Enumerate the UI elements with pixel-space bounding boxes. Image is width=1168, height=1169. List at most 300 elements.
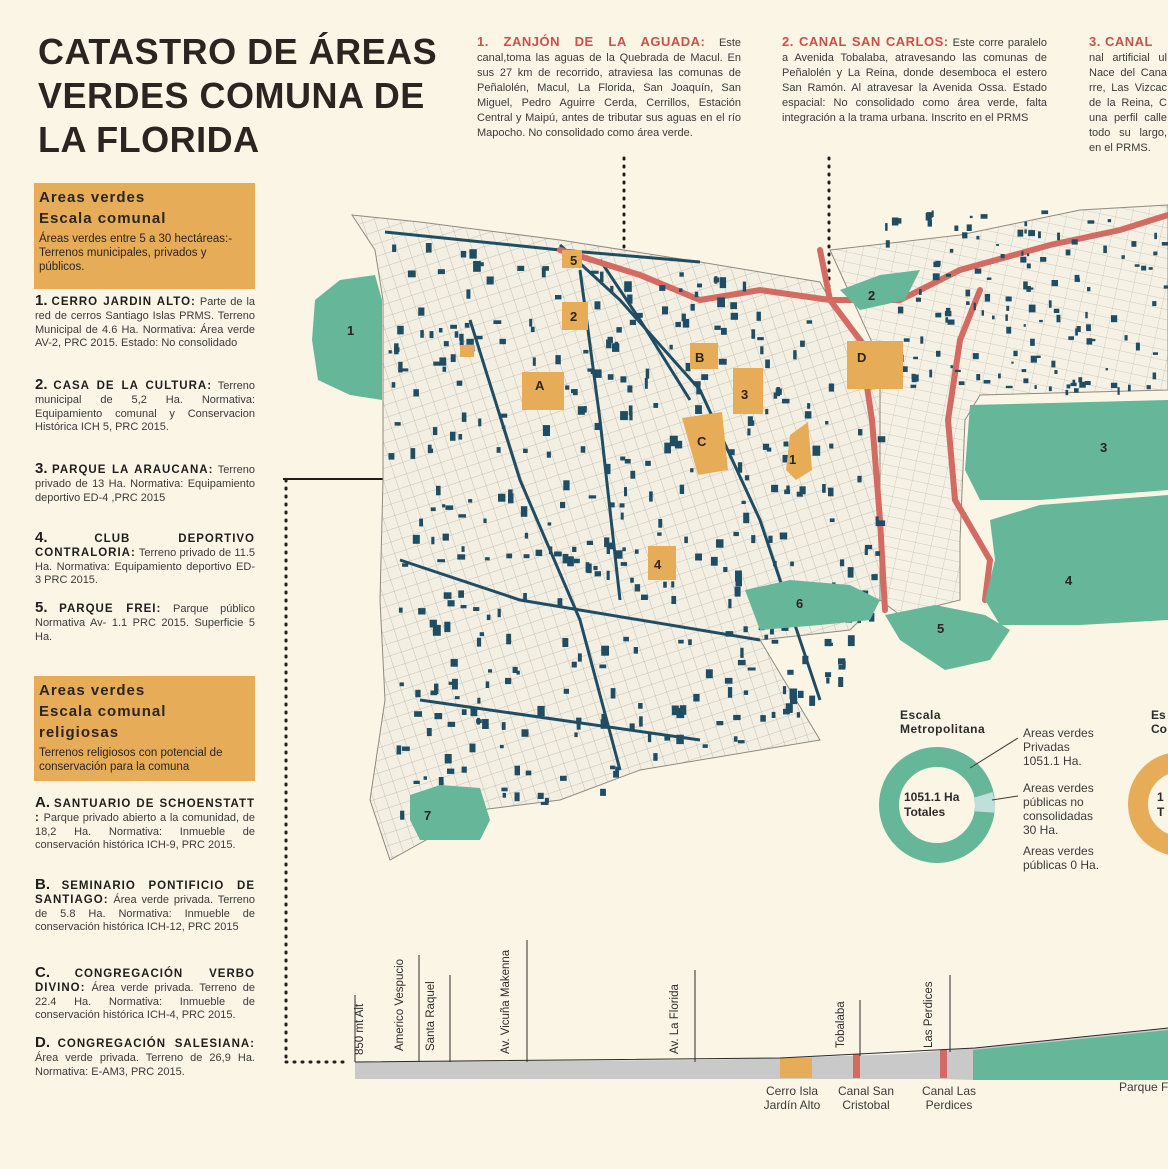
map-label-green-4: 4: [1065, 573, 1073, 588]
built-block: [500, 745, 504, 748]
built-block: [470, 744, 476, 753]
built-block: [783, 709, 790, 715]
built-block: [469, 249, 476, 258]
built-block: [1087, 338, 1093, 344]
built-block: [720, 277, 726, 288]
built-block: [976, 236, 979, 240]
built-block: [697, 284, 702, 288]
built-block: [624, 487, 627, 496]
built-block: [735, 571, 742, 582]
built-block: [401, 368, 409, 371]
built-block: [1087, 287, 1090, 291]
map-label-o1: 1: [789, 452, 797, 467]
built-block: [517, 266, 524, 271]
built-block: [928, 220, 932, 227]
built-block: [1038, 231, 1041, 238]
built-block: [1111, 315, 1117, 322]
built-block: [913, 357, 918, 360]
built-block: [935, 313, 941, 318]
built-block: [1149, 267, 1153, 270]
built-block: [1027, 253, 1029, 256]
built-block: [730, 302, 737, 309]
built-block: [558, 598, 563, 607]
built-block: [822, 484, 826, 493]
built-block: [476, 719, 482, 723]
built-block: [679, 288, 683, 292]
built-block: [485, 557, 490, 560]
built-block: [500, 414, 507, 418]
built-block: [648, 733, 651, 742]
built-block: [482, 719, 489, 729]
built-block: [420, 330, 424, 338]
built-block: [1111, 383, 1117, 388]
built-block: [1030, 339, 1035, 346]
metropolitana-heading: Escala Metropolitana: [900, 708, 986, 736]
built-block: [503, 793, 506, 798]
built-block: [389, 453, 395, 460]
built-block: [973, 353, 979, 359]
canal-body-3: nal artificial ul Nace del Cana rre, Las Vizcac de la Reina, C una perfil calle todo su largo, en el PRMS.: [1089, 52, 1167, 154]
built-block: [616, 327, 621, 333]
built-block: [1013, 351, 1017, 357]
built-block: [684, 537, 688, 544]
built-block: [1039, 320, 1043, 322]
built-block: [784, 490, 790, 495]
built-block: [1049, 300, 1052, 308]
orange-area-small: [460, 345, 474, 357]
built-block: [595, 571, 601, 576]
built-block: [435, 713, 443, 719]
built-block: [457, 554, 465, 559]
built-block: [645, 378, 648, 389]
built-block: [813, 446, 821, 456]
comunal-item-text: Terreno privado de 13 Ha. Normativa: Equipamiento deportivo ED-4 ,PRC 2015: [35, 464, 256, 504]
donut-total-value: 1051.1 Ha: [904, 790, 960, 804]
built-block: [802, 656, 808, 664]
green-area-7: [410, 785, 490, 840]
built-block: [488, 669, 492, 672]
built-block: [1006, 386, 1013, 388]
built-block: [682, 314, 686, 322]
built-block: [664, 443, 671, 454]
built-block: [418, 608, 425, 614]
profile-label: Las Perdices: [923, 981, 935, 1048]
built-block: [1136, 343, 1140, 351]
comunal-item-name: CERRO JARDIN ALTO:: [51, 296, 196, 308]
built-block: [461, 251, 466, 258]
built-block: [695, 292, 698, 297]
built-block: [772, 640, 779, 644]
built-block: [448, 722, 456, 727]
built-block: [1075, 328, 1078, 335]
built-block: [607, 571, 610, 580]
built-block: [721, 328, 727, 335]
built-block: [744, 690, 748, 695]
built-block: [1057, 315, 1061, 323]
built-block: [609, 543, 614, 550]
profile-bottom-cerro: Cerro Isla Jardín Alto: [763, 1084, 821, 1112]
built-block: [400, 811, 404, 820]
built-block: [763, 444, 769, 450]
built-block: [620, 503, 625, 507]
built-block: [461, 605, 467, 608]
built-block: [591, 271, 599, 274]
built-block: [414, 781, 420, 784]
built-block: [500, 339, 506, 344]
built-block: [984, 380, 991, 384]
built-block: [1023, 378, 1028, 383]
built-block: [686, 363, 691, 371]
built-block: [471, 708, 478, 717]
built-block: [526, 771, 532, 776]
built-block: [865, 549, 868, 555]
built-block: [439, 357, 446, 365]
built-block: [394, 347, 400, 352]
religiosa-item-text: Área verde privada. Terreno de 26,9 Ha. Normativa: E-AM3, PRC 2015.: [35, 1051, 255, 1078]
built-block: [885, 223, 888, 231]
built-block: [886, 240, 890, 247]
built-block: [826, 678, 829, 684]
built-block: [624, 281, 632, 292]
built-block: [620, 376, 626, 382]
built-block: [975, 269, 982, 274]
built-block: [714, 326, 720, 330]
built-block: [589, 495, 596, 498]
built-block: [790, 562, 794, 567]
built-block: [538, 793, 544, 799]
religiosa-heading-1: Areas verdes: [39, 682, 146, 699]
built-block: [483, 519, 486, 524]
built-block: [848, 635, 855, 646]
urban-area-main: [352, 215, 880, 860]
built-block: [694, 381, 701, 385]
built-block: [742, 501, 746, 504]
built-block: [574, 732, 577, 737]
built-block: [945, 317, 948, 323]
built-block: [543, 266, 550, 271]
built-block: [731, 313, 738, 320]
built-block: [455, 696, 460, 699]
built-block: [389, 350, 392, 353]
built-block: [765, 409, 768, 414]
built-block: [450, 432, 456, 441]
built-block: [738, 660, 746, 665]
built-block: [838, 677, 843, 687]
built-block: [606, 340, 611, 349]
built-block: [487, 615, 491, 621]
built-block: [634, 647, 638, 654]
built-block: [502, 426, 506, 430]
built-block: [771, 485, 778, 492]
built-block: [828, 488, 834, 497]
built-block: [641, 595, 648, 600]
built-block: [408, 271, 416, 278]
built-block: [706, 669, 713, 678]
built-block: [711, 557, 718, 566]
built-block: [622, 547, 625, 551]
built-block: [1031, 356, 1037, 363]
built-block: [448, 600, 455, 606]
built-block: [743, 282, 746, 292]
built-block: [438, 269, 445, 274]
built-block: [800, 341, 805, 347]
orange-area-D: [847, 341, 903, 389]
built-block: [760, 346, 763, 354]
built-block: [1162, 242, 1168, 246]
built-block: [809, 696, 815, 706]
built-block: [875, 551, 880, 556]
built-block: [508, 493, 514, 503]
built-block: [1128, 385, 1131, 392]
built-block: [671, 581, 674, 587]
built-block: [734, 736, 738, 741]
built-block: [443, 534, 449, 541]
built-block: [725, 678, 733, 684]
built-block: [601, 646, 609, 656]
built-block: [562, 638, 568, 647]
built-block: [703, 744, 708, 748]
built-block: [1051, 361, 1055, 368]
profile-label: Av. La Florida: [669, 984, 681, 1054]
built-block: [857, 476, 861, 483]
built-block: [600, 789, 606, 796]
built-block: [572, 547, 576, 552]
built-block: [630, 578, 634, 583]
built-block: [468, 499, 472, 503]
built-block: [531, 327, 535, 332]
built-block: [452, 679, 458, 690]
built-block: [929, 370, 932, 378]
built-block: [621, 513, 624, 520]
built-block: [638, 703, 643, 709]
built-block: [1106, 368, 1108, 370]
donut-center-text: [904, 790, 959, 820]
built-block: [679, 272, 683, 276]
built-block: [567, 556, 574, 566]
green-area-4: [985, 495, 1168, 625]
built-block: [414, 711, 422, 717]
built-block: [945, 311, 952, 316]
built-block: [621, 562, 627, 566]
built-block: [1026, 286, 1031, 292]
built-block: [1024, 324, 1026, 327]
built-block: [1122, 255, 1125, 259]
built-block: [515, 766, 520, 776]
built-block: [523, 593, 527, 602]
profile-label: Av. Vicuña Makenna: [500, 949, 512, 1054]
built-block: [1024, 229, 1026, 233]
built-block: [462, 767, 467, 773]
built-block: [576, 718, 581, 723]
built-block: [1103, 246, 1107, 254]
comunal-item-text: Parte de la red de cerros Santiago Islas PRMS. Terreno Municipal de 4.6 Ha. Normativa: Área verde AV-2, PRC 2015. Estado: No consolidado: [35, 296, 256, 350]
built-block: [443, 367, 447, 372]
built-block: [604, 537, 609, 547]
built-block: [967, 224, 972, 231]
built-block: [657, 532, 661, 535]
built-block: [783, 686, 786, 694]
built-block: [555, 355, 560, 364]
built-block: [738, 462, 742, 473]
built-block: [523, 449, 528, 453]
built-block: [627, 295, 632, 304]
built-block: [630, 320, 636, 325]
built-block: [572, 662, 577, 668]
built-block: [797, 712, 800, 717]
built-block: [477, 698, 480, 704]
built-block: [728, 599, 731, 608]
map-label-C: C: [697, 434, 707, 449]
built-block: [747, 428, 750, 435]
built-block: [554, 552, 562, 557]
built-block: [765, 360, 770, 369]
religiosa-item-number: C.: [35, 964, 50, 981]
built-block: [586, 562, 590, 572]
built-block: [670, 345, 673, 350]
built-block: [1006, 297, 1012, 302]
built-block: [916, 298, 921, 302]
built-block: [564, 689, 569, 694]
built-block: [611, 688, 616, 698]
religiosa-item-text: Parque privado abierto a la comunidad, de 18,2 Ha. Normativa: Inmueble de conservación histórica ICH-9, PRC 2015.: [35, 811, 255, 852]
built-block: [1024, 222, 1027, 227]
built-block: [748, 416, 753, 426]
comunal-chart-value: 1 T: [1157, 790, 1165, 819]
built-block: [688, 639, 692, 645]
built-block: [573, 389, 578, 395]
built-block: [1108, 219, 1111, 222]
profile-label: Tobalaba: [835, 1001, 847, 1048]
built-block: [525, 533, 528, 539]
comunal-item-text: Terreno privado de 11.5 Ha. Normativa: Equipamiento deportivo ED-3 PRC 2015.: [35, 546, 256, 587]
religiosa-item-name: CONGREGACIÓN VERBO DIVINO:: [35, 968, 255, 994]
canal-title-1: 1. ZANJÓN DE LA AGUADA:: [477, 34, 706, 49]
built-block: [583, 350, 588, 354]
built-block: [1153, 373, 1157, 380]
built-block: [966, 301, 970, 305]
built-block: [615, 550, 623, 558]
built-block: [431, 691, 438, 696]
built-block: [966, 290, 971, 297]
built-block: [1118, 387, 1120, 395]
built-block: [976, 374, 980, 380]
built-block: [877, 520, 885, 526]
built-block: [427, 728, 432, 736]
built-block: [825, 421, 828, 425]
built-block: [840, 559, 844, 566]
built-block: [954, 226, 958, 232]
map-label-B: B: [695, 350, 705, 365]
built-block: [1088, 220, 1095, 223]
built-block: [1066, 250, 1071, 256]
built-block: [744, 626, 748, 632]
legend-publicas: Areas verdes públicas 0 Ha.: [1023, 844, 1100, 872]
religiosa-item-number: D.: [35, 1034, 50, 1051]
built-block: [457, 381, 463, 386]
built-block: [743, 513, 749, 524]
profile-bottom-las-perdices: Canal Las Perdices: [921, 1084, 977, 1112]
built-block: [513, 667, 518, 673]
built-block: [413, 389, 419, 396]
built-block: [506, 554, 512, 559]
built-block: [625, 459, 631, 464]
comunal-chart-heading: Es Co: [1151, 708, 1167, 736]
canal-title-3: 3. CANAL: [1089, 34, 1153, 49]
built-block: [962, 232, 967, 238]
religiosa-heading-2: Escala comunal religiosas: [39, 703, 167, 741]
built-block: [1153, 252, 1157, 256]
built-block: [1072, 239, 1078, 244]
page-title: CATASTRO DE ÁREAS VERDES COMUNA DE LA FLORIDA: [38, 31, 438, 160]
built-block: [433, 362, 440, 366]
built-block: [959, 381, 965, 385]
built-block: [764, 635, 768, 640]
built-block: [663, 582, 667, 588]
built-block: [630, 471, 635, 479]
built-block: [639, 716, 643, 726]
built-block: [460, 341, 464, 346]
built-block: [912, 374, 916, 379]
built-block: [486, 681, 490, 688]
built-block: [830, 518, 835, 522]
built-block: [1068, 336, 1074, 340]
built-block: [714, 276, 717, 284]
built-block: [981, 214, 988, 219]
built-block: [1125, 335, 1128, 340]
built-block: [587, 541, 593, 545]
profile-bottom-san-cristobal: Canal San Cristobal: [837, 1084, 895, 1112]
built-block: [413, 535, 420, 544]
built-block: [858, 429, 862, 435]
built-block: [902, 366, 907, 372]
built-block: [1086, 324, 1091, 331]
profile-bottom-parque: Parque F: [1119, 1080, 1168, 1094]
built-block: [748, 668, 756, 671]
built-block: [807, 320, 813, 323]
built-block: [992, 316, 995, 320]
built-block: [897, 218, 902, 223]
built-block: [1029, 305, 1036, 313]
map-label-o3: 3: [741, 387, 749, 402]
built-block: [565, 385, 569, 389]
built-block: [760, 715, 766, 722]
built-block: [445, 505, 453, 510]
built-block: [974, 303, 976, 311]
built-block: [839, 665, 846, 670]
built-block: [578, 406, 585, 415]
map-label-green-7: 7: [424, 808, 432, 823]
built-block: [717, 297, 725, 307]
green-area-5: [885, 605, 1010, 670]
built-block: [437, 559, 445, 562]
religiosa-item-text: Área verde privada. Terreno de 5.8 Ha. Normativa: Inmueble de conservación histórica ICH-12, PRC 2015: [35, 893, 255, 934]
profile-label: Americo Vespucio: [394, 958, 406, 1051]
donut-total-label: Totales: [904, 805, 946, 819]
map-label-green-3: 3: [1100, 440, 1108, 455]
built-block: [498, 609, 501, 618]
built-block: [786, 486, 789, 491]
built-block: [1141, 266, 1146, 271]
built-block: [555, 295, 561, 299]
map-label-A: A: [535, 378, 545, 393]
built-block: [1005, 314, 1008, 321]
map-label-green-1: 1: [347, 323, 355, 338]
comunal-item-text: Parque público Normativa Av- 1.1 PRC 2015. Superficie 5 Ha.: [35, 603, 255, 643]
built-block: [751, 329, 755, 339]
built-block: [521, 506, 527, 517]
profile-label: 850 mt Alt: [354, 1003, 366, 1055]
built-block: [1077, 278, 1080, 282]
